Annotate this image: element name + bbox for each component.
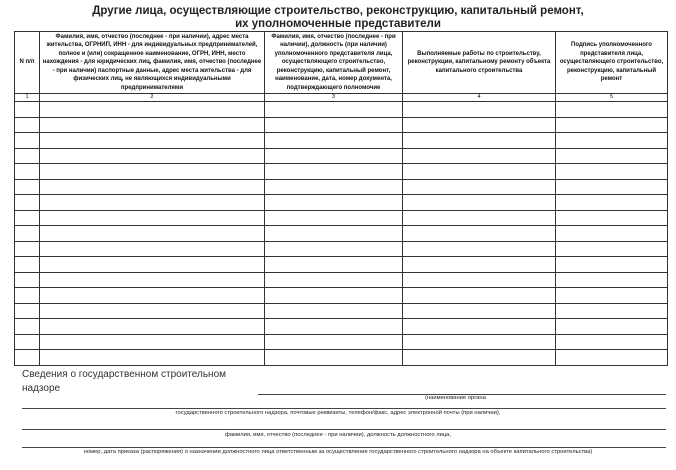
column-number-row [15, 94, 668, 102]
table-cell[interactable] [15, 241, 40, 257]
table-row [15, 102, 668, 118]
header-works: Выполняемые работы по строительству, реконструкции, капитальному ремонту объекта капитального строительства [403, 32, 556, 94]
table-cell[interactable] [40, 334, 265, 350]
table-cell[interactable] [403, 319, 556, 335]
table-cell[interactable] [15, 133, 40, 149]
table-cell[interactable] [403, 226, 556, 242]
table-row [15, 195, 668, 211]
table-cell[interactable] [403, 257, 556, 273]
table-cell[interactable] [40, 195, 265, 211]
representatives-table [14, 31, 668, 366]
caption-order: номер, дата приказа (распоряжения) о назначении должностного лица ответственным за осуществление государственного строительного надзора на объекте капитального строительства) [83, 449, 593, 455]
table-row [15, 226, 668, 242]
column-number: 5 [556, 94, 668, 102]
table-cell[interactable] [556, 195, 668, 211]
table-cell[interactable] [556, 303, 668, 319]
table-cell[interactable] [265, 319, 403, 335]
table-cell[interactable] [556, 148, 668, 164]
table-body [15, 94, 668, 366]
supervision-title-line-2: надзоре [22, 383, 61, 394]
table-cell[interactable] [15, 319, 40, 335]
table-cell[interactable] [15, 148, 40, 164]
table-cell[interactable] [40, 350, 265, 366]
column-number: 4 [403, 94, 556, 102]
header-number: N п/п [15, 32, 40, 94]
table-cell[interactable] [40, 303, 265, 319]
table-cell[interactable] [15, 117, 40, 133]
table-row [15, 257, 668, 273]
table-cell[interactable] [40, 226, 265, 242]
table-cell[interactable] [40, 272, 265, 288]
table-row [15, 319, 668, 335]
header-representative: Фамилия, имя, отчество (последнее - при наличии), должность (при наличии) уполномоченного представителя лица, осуществляющего строительство, реконструкцию, капитальный ремонт, наименование, дата, номер документа, подтверждающего полномочие [265, 32, 403, 94]
table-header-row [15, 32, 668, 94]
caption-authority: (наименование органа [425, 395, 486, 401]
table-cell[interactable] [556, 350, 668, 366]
table-cell[interactable] [403, 272, 556, 288]
table-cell[interactable] [403, 195, 556, 211]
table-row [15, 164, 668, 180]
table-cell[interactable] [265, 179, 403, 195]
table-cell[interactable] [265, 303, 403, 319]
table-cell[interactable] [556, 179, 668, 195]
table-cell[interactable] [403, 350, 556, 366]
table-cell[interactable] [556, 133, 668, 149]
table-cell[interactable] [265, 241, 403, 257]
table-cell[interactable] [15, 164, 40, 180]
table-cell[interactable] [556, 272, 668, 288]
table-cell[interactable] [556, 319, 668, 335]
table-cell[interactable] [556, 210, 668, 226]
table-cell[interactable] [40, 241, 265, 257]
page-title-line-2: их уполномоченные представители [235, 18, 441, 30]
table-cell[interactable] [40, 148, 265, 164]
table-cell[interactable] [556, 241, 668, 257]
page-title-line-1: Другие лица, осуществляющие строительство, реконструкцию, капитальный ремонт, [92, 5, 584, 17]
table-cell[interactable] [265, 210, 403, 226]
fill-line-order[interactable] [22, 447, 666, 448]
table-cell[interactable] [556, 288, 668, 304]
table-cell[interactable] [40, 164, 265, 180]
table-row [15, 334, 668, 350]
header-signature: Подпись уполномоченного представителя лица, осуществляющего строительство, реконструкцию, капитальный ремонт [556, 32, 668, 94]
table-cell[interactable] [40, 288, 265, 304]
table-cell[interactable] [556, 226, 668, 242]
table-cell[interactable] [15, 102, 40, 118]
table-cell[interactable] [40, 117, 265, 133]
table-cell[interactable] [40, 210, 265, 226]
table-cell[interactable] [15, 257, 40, 273]
table-cell[interactable] [265, 334, 403, 350]
table-cell[interactable] [556, 257, 668, 273]
table-cell[interactable] [265, 226, 403, 242]
table-cell[interactable] [403, 102, 556, 118]
table-row [15, 148, 668, 164]
table-row [15, 133, 668, 149]
caption-contacts: государственного строительного надзора, почтовые реквизиты, телефон/факс, адрес электронной почты (при наличии), [175, 410, 501, 416]
table-cell[interactable] [265, 195, 403, 211]
table-cell[interactable] [15, 334, 40, 350]
table-cell[interactable] [403, 241, 556, 257]
table-cell[interactable] [556, 102, 668, 118]
table-cell[interactable] [556, 164, 668, 180]
table-cell[interactable] [15, 195, 40, 211]
table-cell[interactable] [556, 334, 668, 350]
table-cell[interactable] [403, 179, 556, 195]
table-cell[interactable] [556, 117, 668, 133]
table-cell[interactable] [15, 179, 40, 195]
table-row [15, 179, 668, 195]
column-number: 3 [265, 94, 403, 102]
table-cell[interactable] [403, 210, 556, 226]
table-cell[interactable] [265, 257, 403, 273]
table-row [15, 210, 668, 226]
table-cell[interactable] [403, 117, 556, 133]
table-cell[interactable] [40, 257, 265, 273]
table-row [15, 350, 668, 366]
table-cell[interactable] [265, 164, 403, 180]
table-cell[interactable] [403, 133, 556, 149]
table-cell[interactable] [40, 319, 265, 335]
column-number: 2 [40, 94, 265, 102]
header-person-details: Фамилия, имя, отчество (последнее - при наличии), адрес места жительства, ОГРНИП, ИНН - для индивидуальных предпринимателей, полное и (или) сокращенное наименование, ОГРН, ИНН, место нахождения - для юридических лиц, фамилия, имя, отчество (последнее - при наличии) паспортные данные, адрес места жительства - для физических лиц, не являющихся индивидуальными предпринимателями [40, 32, 265, 94]
table-row [15, 288, 668, 304]
caption-official: фамилия, имя, отчество (последнее - при наличии), должность должностного лица, [224, 432, 452, 438]
table-cell[interactable] [403, 164, 556, 180]
table-cell[interactable] [40, 102, 265, 118]
table-row [15, 303, 668, 319]
table-cell[interactable] [265, 148, 403, 164]
table-cell[interactable] [265, 117, 403, 133]
table-row [15, 117, 668, 133]
table-cell[interactable] [265, 288, 403, 304]
table-cell[interactable] [265, 102, 403, 118]
table-cell[interactable] [15, 272, 40, 288]
table-cell[interactable] [403, 303, 556, 319]
table-cell[interactable] [403, 334, 556, 350]
table-cell[interactable] [15, 288, 40, 304]
table-cell[interactable] [265, 350, 403, 366]
fill-line-contacts[interactable] [22, 408, 666, 409]
table-cell[interactable] [15, 226, 40, 242]
table-cell[interactable] [40, 133, 265, 149]
table-cell[interactable] [40, 179, 265, 195]
table-cell[interactable] [15, 210, 40, 226]
column-number: 1 [15, 94, 40, 102]
table-row [15, 272, 668, 288]
supervision-title [22, 368, 226, 396]
supervision-title-line-1: Сведения о государственном строительном [22, 369, 227, 380]
fill-line-official[interactable] [22, 429, 666, 430]
table-cell[interactable] [265, 272, 403, 288]
table-cell[interactable] [265, 133, 403, 149]
page-title [0, 5, 676, 31]
table-cell[interactable] [403, 288, 556, 304]
table-row [15, 241, 668, 257]
table-cell[interactable] [403, 148, 556, 164]
table-cell[interactable] [15, 303, 40, 319]
table-cell[interactable] [15, 350, 40, 366]
